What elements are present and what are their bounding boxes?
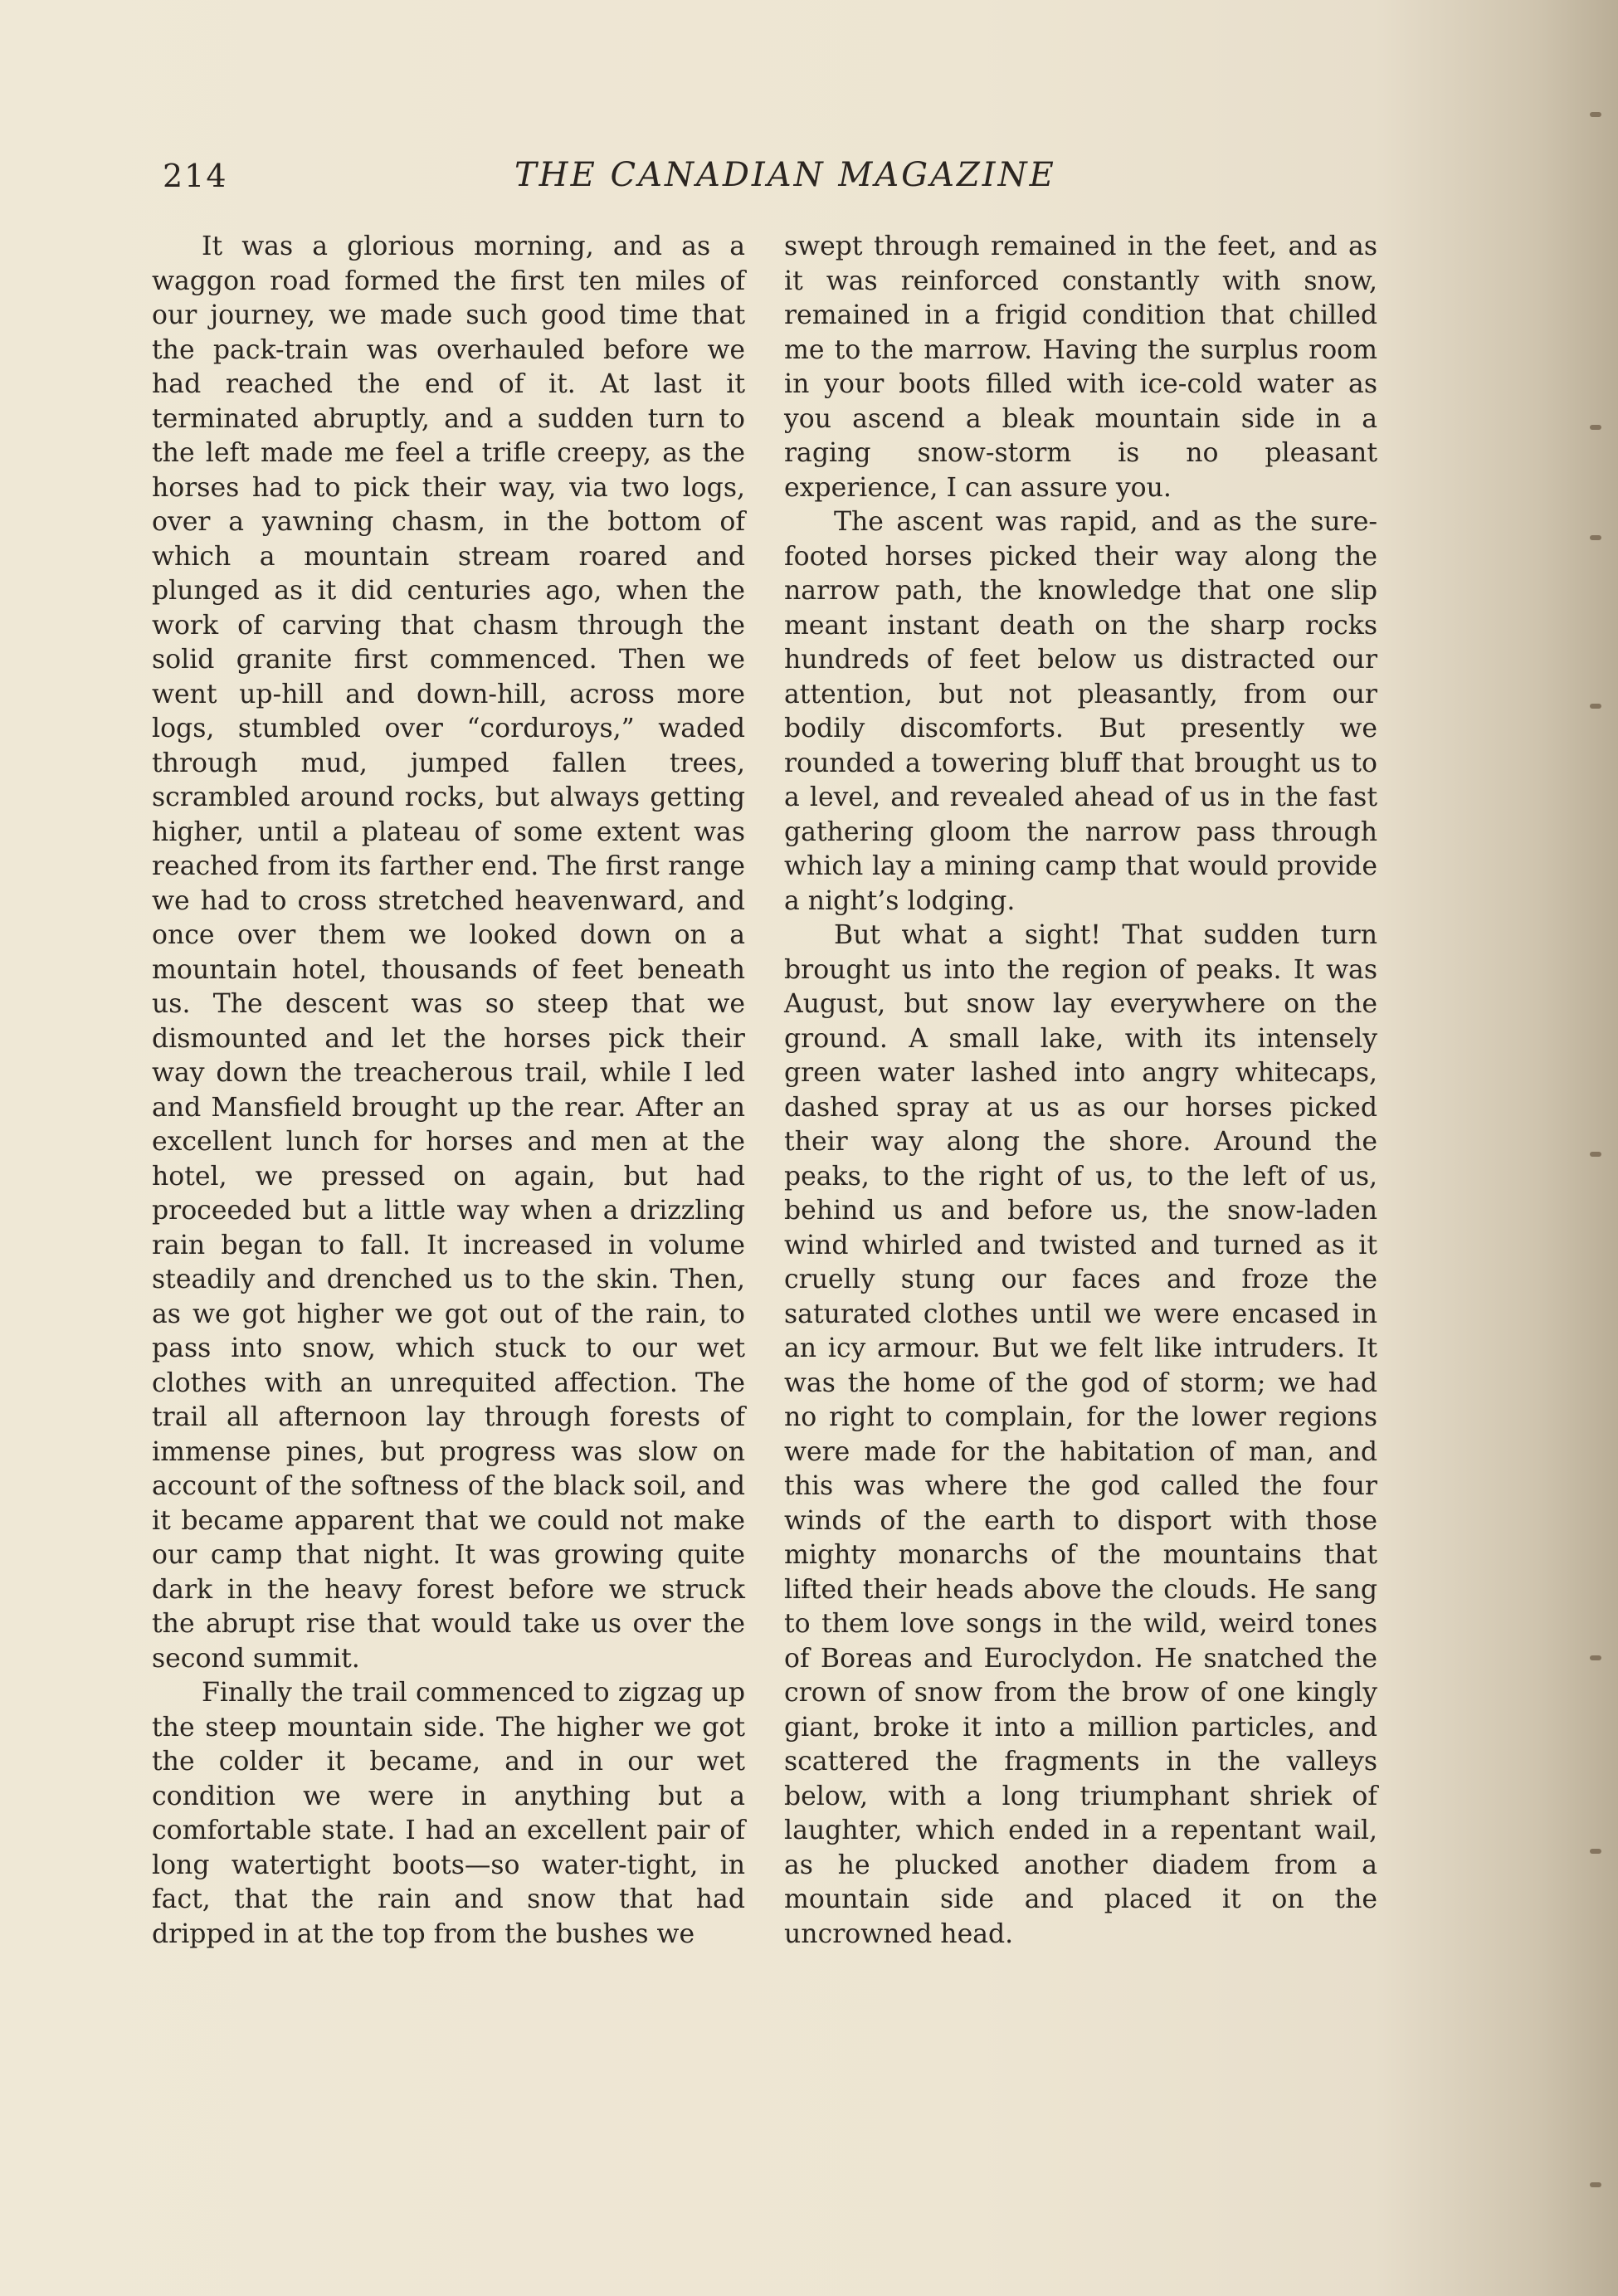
binding-mark bbox=[1590, 112, 1601, 117]
right-column bbox=[784, 230, 1377, 1952]
binding-mark bbox=[1590, 425, 1601, 430]
paragraph: It was a glorious morning, and as a waggon road formed the first ten miles of our journey, we made such good time that the pack-train was overhauled before we had reached the end of it. At last it terminated abruptly, and a sudden turn to the left made me feel a trifle creepy, as the horses had to pick their way, via two logs, over a yawning chasm, in the bottom of which a mountain stream roared and plunged as it did centuries ago, when the work of carving that chasm through the solid granite first commenced. Then we went up-hill and down-hill, across more logs, stumbled over “corduroys,” waded through mud, jumped fallen trees, scrambled around rocks, but always getting higher, until a plateau of some extent was reached from its farther end. The first range we had to cross stretched heavenward, and once over them we looked down on a mountain hotel, thousands of feet beneath us. The descent was so steep that we dismounted and let the horses pick their way down the treacherous trail, while I led and Mansfield brought up the rear. After an excellent lunch for horses and men at the hotel, we pressed on again, but had proceeded but a little way when a drizzling rain began to fall. It increased in volume steadily and drenched us to the skin. Then, as we got higher we got out of the rain, to pass into snow, which stuck to our wet clothes with an unrequited affection. The trail all afternoon lay through forests of immense pines, but progress was slow on account of the softness of the black soil, and it became apparent that we could not make our camp that night. It was growing quite dark in the heavy forest before we struck the abrupt rise that would take us over the second summit. bbox=[152, 232, 745, 1674]
left-column bbox=[152, 230, 745, 1952]
binding-mark bbox=[1590, 535, 1601, 540]
paragraph: Finally the trail commenced to zigzag up the steep mountain side. The higher we got the colder it became, and in our wet condition we were in anything but a comfortable state. I had an excellent pair of long watertight boots—so water-tight, in fact, that the rain and snow that had dripped in at the top from the bushes we bbox=[152, 1678, 745, 1949]
binding-mark bbox=[1590, 704, 1601, 709]
paragraph: But what a sight! That sudden turn brought us into the region of peaks. It was August, but snow lay everywhere on the ground. A small lake, with its intensely green water lashed into angry whitecaps, dashed spray at us as our horses picked their way along the shore. Around the peaks, to the right of us, to the left of us, behind us and before us, the snow-laden wind whirled and twisted and turned as it cruelly stung our faces and froze the saturated clothes until we were encased in an icy armour. But we felt like intruders. It was the home of the god of storm; we had no right to complain, for the lower regions were made for the habitation of man, and this was where the god called the four winds of the earth to disport with those mighty monarchs of the mountains that lifted their heads above the clouds. He sang to them love songs in the wild, weird tones of Boreas and Euroclydon. He snatched the crown of snow from the brow of one kingly giant, broke it into a million particles, and scattered the fragments in the valleys below, with a long triumphant shriek of laughter, which ended in a repentant wail, as he plucked another diadem from a mountain side and placed it on the uncrowned head. bbox=[784, 920, 1377, 1949]
running-head: THE CANADIAN MAGAZINE bbox=[514, 156, 1056, 194]
binding-mark bbox=[1590, 1152, 1601, 1157]
paragraph: swept through remained in the feet, and as it was reinforced constantly with snow, remained in a frigid condition that chilled me to the marrow. Having the surplus room in your boots filled with ice-cold water as you ascend a bleak mountain side in a raging snow-storm is no pleasant experience, I can assure you. bbox=[784, 232, 1377, 503]
binding-mark bbox=[1590, 1655, 1601, 1660]
binding-mark bbox=[1590, 2182, 1601, 2187]
binding-mark bbox=[1590, 1849, 1601, 1854]
paragraph: The ascent was rapid, and as the sure-footed horses picked their way along the narrow path, the knowledge that one slip meant instant death on the sharp rocks hundreds of feet below us distracted our attention, but not pleasantly, from our bodily discomforts. But presently we rounded a towering bluff that brought us to a level, and revealed ahead of us in the fast gathering gloom the narrow pass through which lay a mining camp that would provide a night’s lodging. bbox=[784, 507, 1377, 916]
page-number: 214 bbox=[163, 158, 228, 194]
